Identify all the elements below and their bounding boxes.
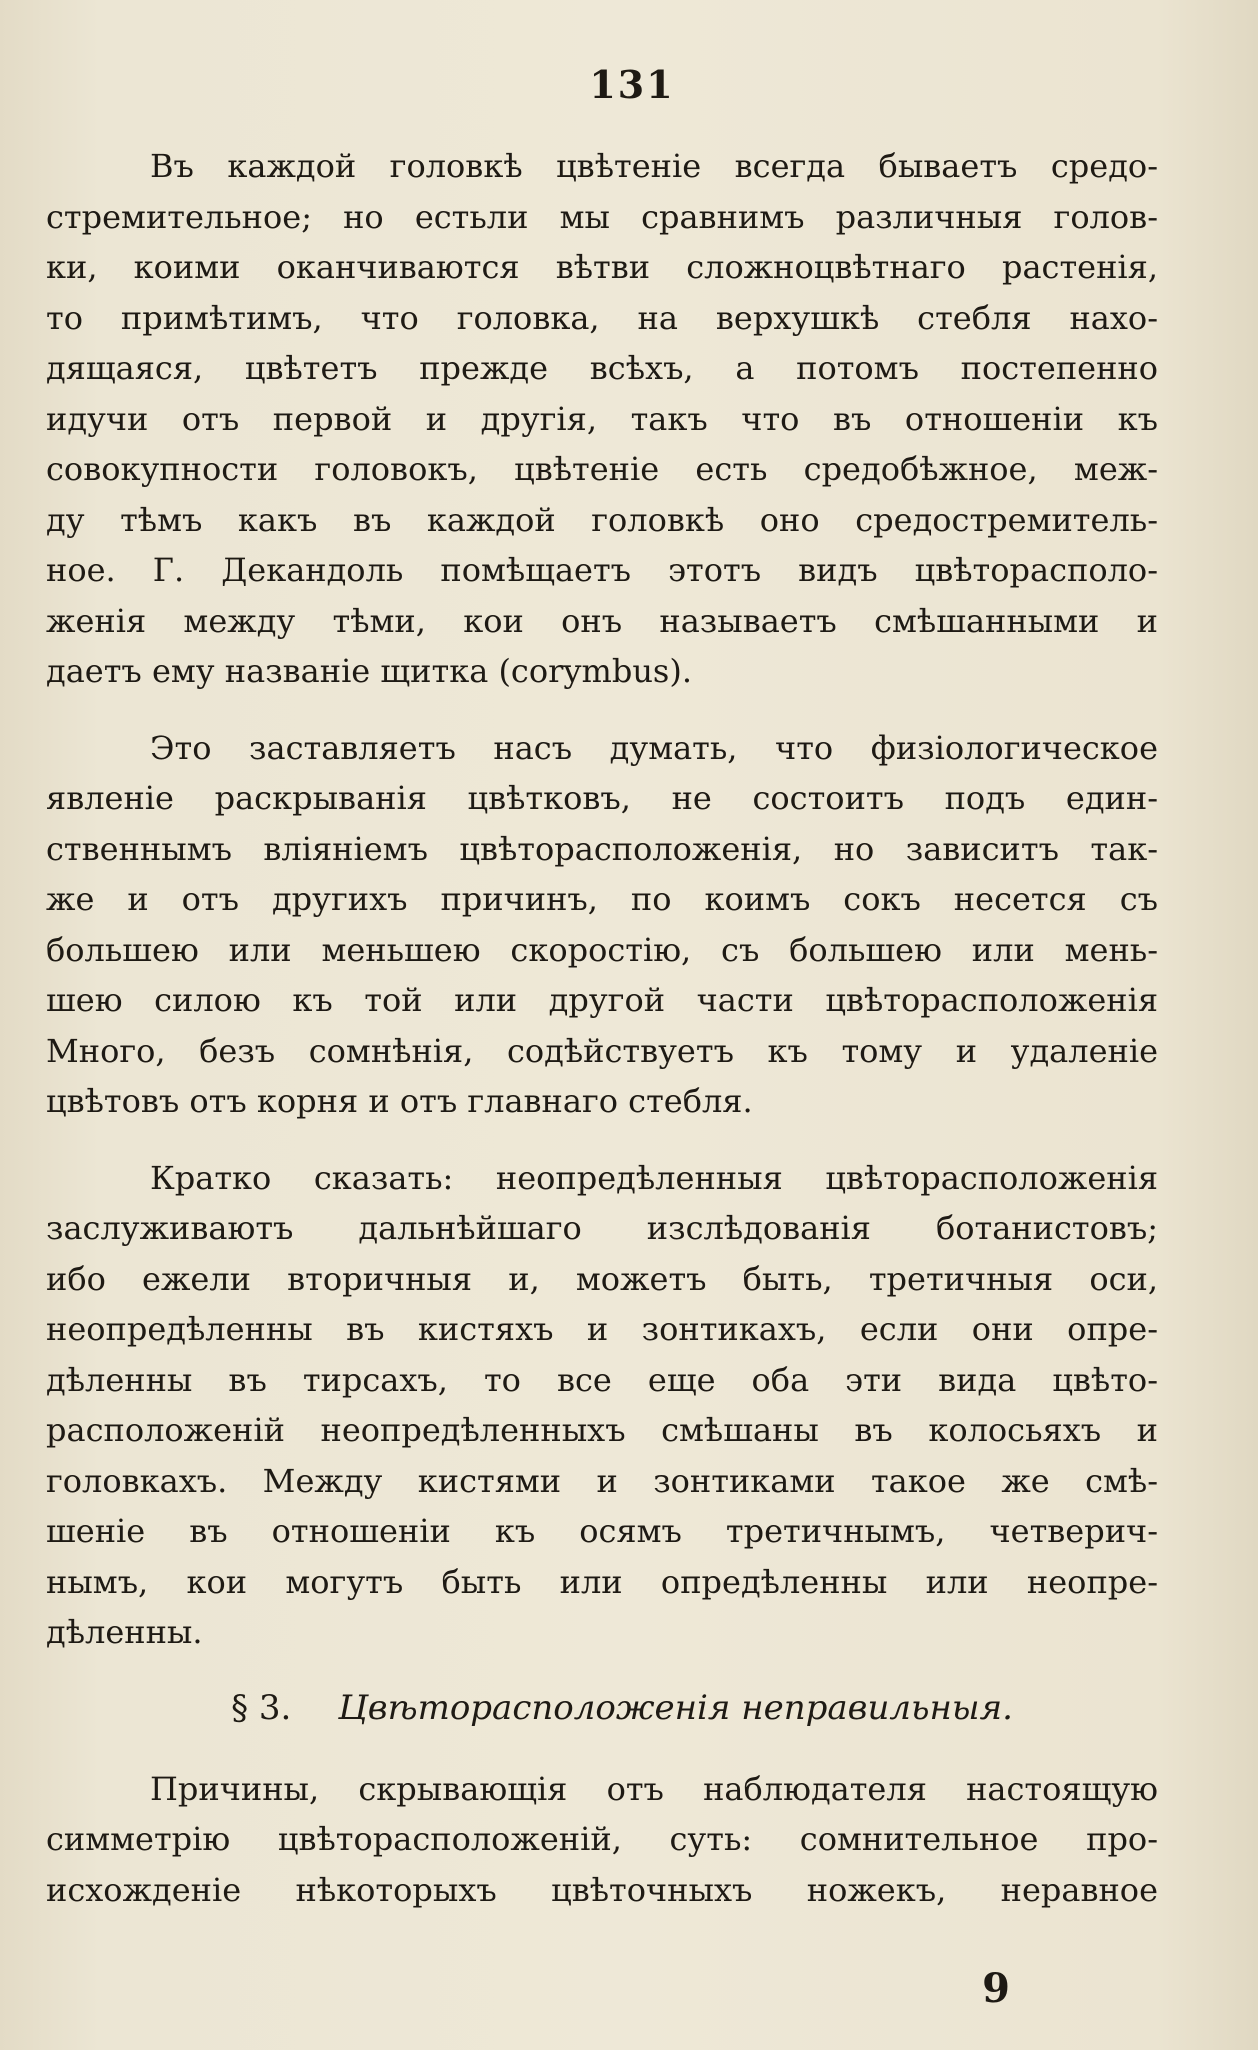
paragraph-1 [46,141,1158,697]
text-line: явленіе раскрыванія цвѣтковъ, не состоитъ подъ един- [46,779,1158,817]
text-line: заслуживаютъ дальнѣйшаго изслѣдованія ботанистовъ; [46,1209,1158,1247]
text-line: нымъ, кои могутъ быть или опредѣленны или неопре- [46,1562,1158,1601]
text-line: Причины, скрывающія отъ наблюдателя настоящую [150,1769,1158,1808]
section-heading [46,1688,1158,1728]
page-number: 131 [589,62,675,107]
text-line: расположеній неопредѣленныхъ смѣшаны въ колосьяхъ и [46,1411,1158,1449]
text-line: цвѣтовъ отъ корня и отъ главнаго стебля. [46,1082,753,1120]
text-line: дящаяся, цвѣтетъ прежде всѣхъ, а потомъ постепенно [46,349,1158,387]
text-line: ибо ежели вторичныя и, можетъ быть, третичныя оси, [46,1259,1158,1298]
text-line: ки, коими оканчиваются вѣтви сложноцвѣтнаго растенія, [46,248,1158,286]
text-line: Кратко сказать: неопредѣленныя цвѣторасположенія [150,1158,1158,1197]
text-line: же и отъ другихъ причинъ, по коимъ сокъ несется съ [46,880,1158,918]
text-line: шеніе въ отношеніи къ осямъ третичнымъ, четверич- [46,1512,1158,1550]
section-number: § 3. [231,1687,292,1728]
signature-mark: 9 [982,1965,1010,2012]
text-line: неопредѣленны въ кистяхъ и зонтикахъ, если они опре- [46,1310,1158,1348]
text-line: большею или меньшею скоростію, съ большею или мень- [46,930,1158,969]
text-line: ное. Г. Декандоль помѣщаетъ этотъ видъ цвѣторасполо- [46,551,1158,589]
paragraph-gap [46,697,1158,723]
text-line: симметрію цвѣторасположеній, суть: сомнительное про- [46,1820,1158,1858]
text-line: Много, безъ сомнѣнія, содѣйствуетъ къ тому и удаленіе [46,1031,1158,1070]
text-line: Въ каждой головкѣ цвѣтеніе всегда бываетъ средо- [150,147,1158,185]
paragraph-2 [46,723,1158,1127]
section-title: Цвѣторасположенія неправильныя. [338,1687,1013,1728]
paragraph-gap [46,1127,1158,1153]
text-line: то примѣтимъ, что головка, на верхушкѣ стебля нахо- [46,298,1158,337]
text-line: женія между тѣми, кои онъ называетъ смѣшанными и [46,601,1158,640]
text-line: совокупности головокъ, цвѣтеніе есть средобѣжное, меж- [46,450,1158,488]
text-line: дѣленны въ тирсахъ, то все еще оба эти вида цвѣто- [46,1360,1158,1399]
text-line: шею силою къ той или другой части цвѣторасположенія [46,981,1158,1019]
paragraph-4 [46,1764,1158,1916]
text-line: исхожденіе нѣкоторыхъ цвѣточныхъ ножекъ, неравное [46,1870,1158,1909]
text-line: дѣленны. [46,1613,203,1651]
text-line: ственнымъ вліяніемъ цвѣторасположенія, но зависитъ так- [46,829,1158,868]
paragraph-3 [46,1153,1158,1658]
text-line: головкахъ. Между кистями и зонтиками такое же смѣ- [46,1461,1158,1500]
text-line: Это заставляетъ насъ думать, что физіологическое [150,728,1158,767]
text-line: идучи отъ первой и другія, такъ что въ отношеніи къ [46,399,1158,438]
text-line: стремительное; но естьли мы сравнимъ различныя голов- [46,197,1158,236]
text-line: ду тѣмъ какъ въ каждой головкѣ оно средостремитель- [46,500,1158,539]
text-line: даетъ ему названіе щитка (corymbus). [46,652,692,690]
